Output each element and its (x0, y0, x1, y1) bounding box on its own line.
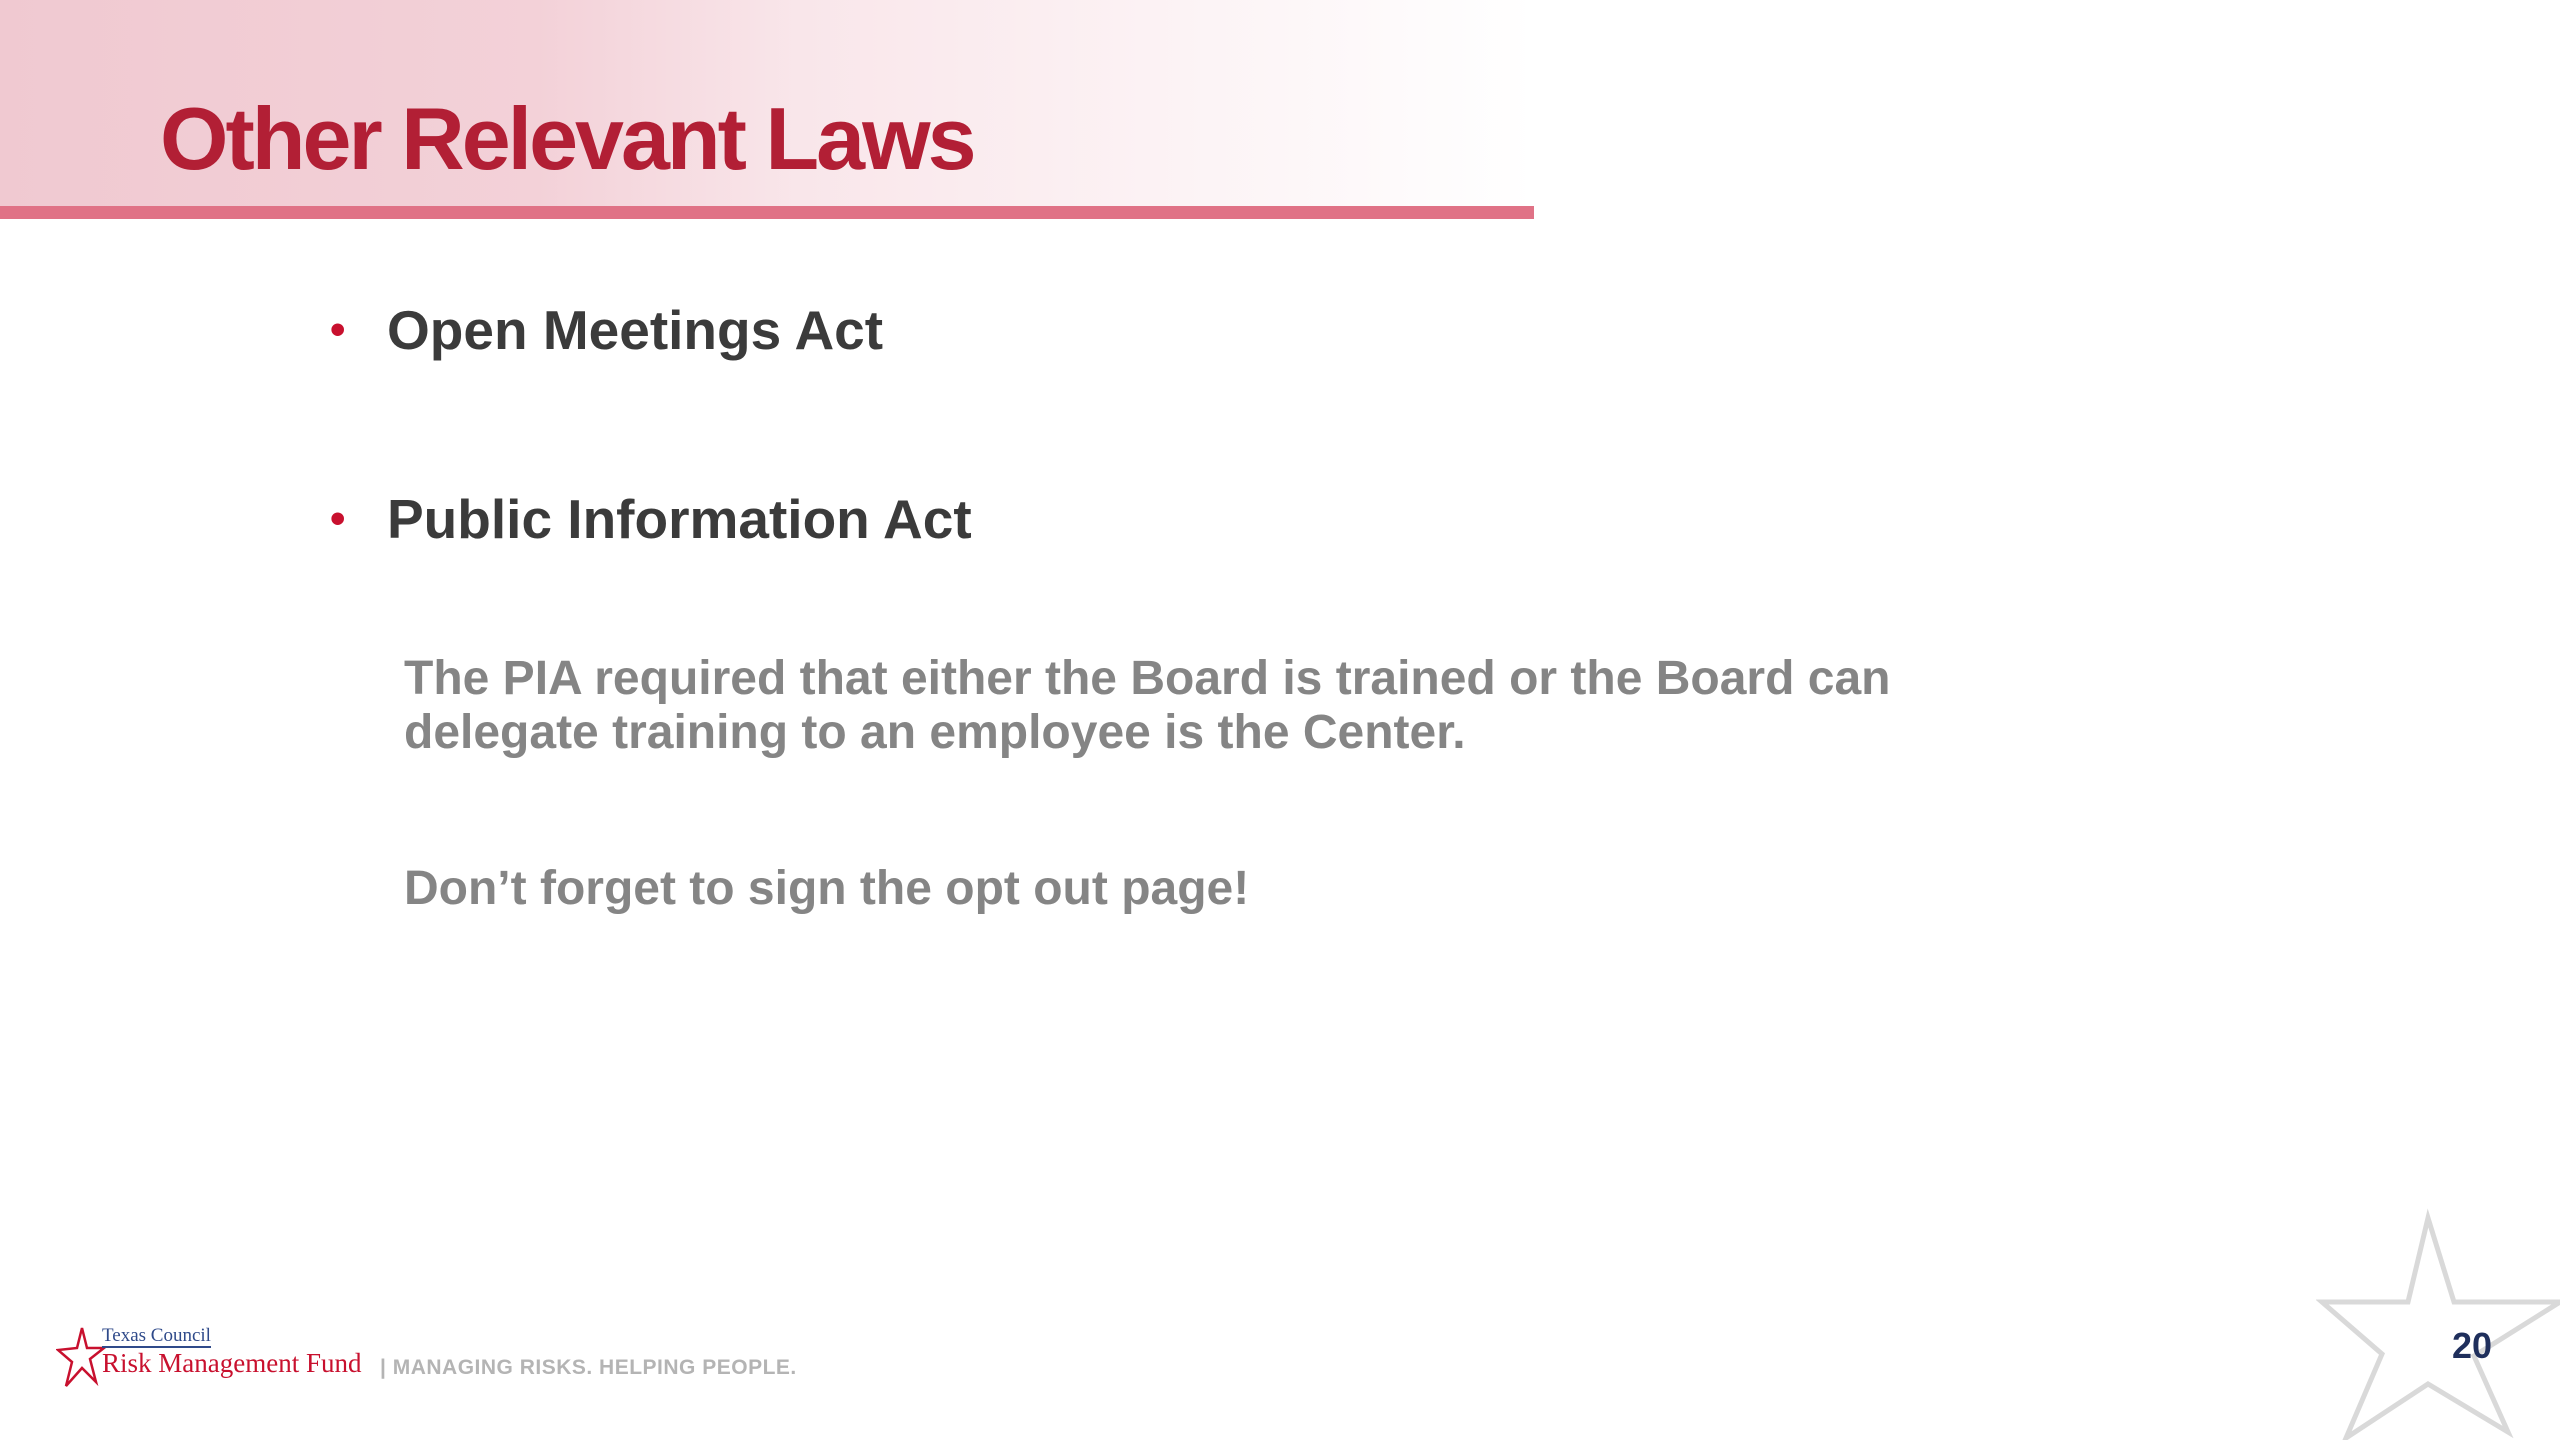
decorative-star-icon (2316, 1206, 2560, 1440)
opt-out-reminder-text: Don’t forget to sign the opt out page! (404, 862, 1250, 915)
bullet-text: Public Information Act (387, 488, 972, 550)
organization-logo (56, 1318, 396, 1390)
title-underline (0, 206, 1534, 219)
opt-out-reminder (404, 862, 1249, 916)
pia-training-note-line-1: The PIA required that either the Board is trained or the Board can (404, 652, 1891, 705)
footer-tagline: | MANAGING RISKS. HELPING PEOPLE. (380, 1356, 797, 1379)
pia-training-note (404, 652, 1890, 760)
page-number: 20 (2452, 1325, 2493, 1366)
pia-training-note-line-2: delegate training to an employee is the Center. (404, 706, 1466, 759)
bullet-dot-icon: • (330, 494, 346, 543)
slide-title: Other Relevant Laws (160, 89, 974, 188)
bullet-dot-icon: • (330, 305, 346, 354)
logo-star-icon (56, 1324, 106, 1390)
bullet-text: Open Meetings Act (387, 299, 884, 361)
logo-line-big: Risk Management Fund (102, 1348, 362, 1378)
logo-line-small: Texas Council (102, 1325, 211, 1346)
